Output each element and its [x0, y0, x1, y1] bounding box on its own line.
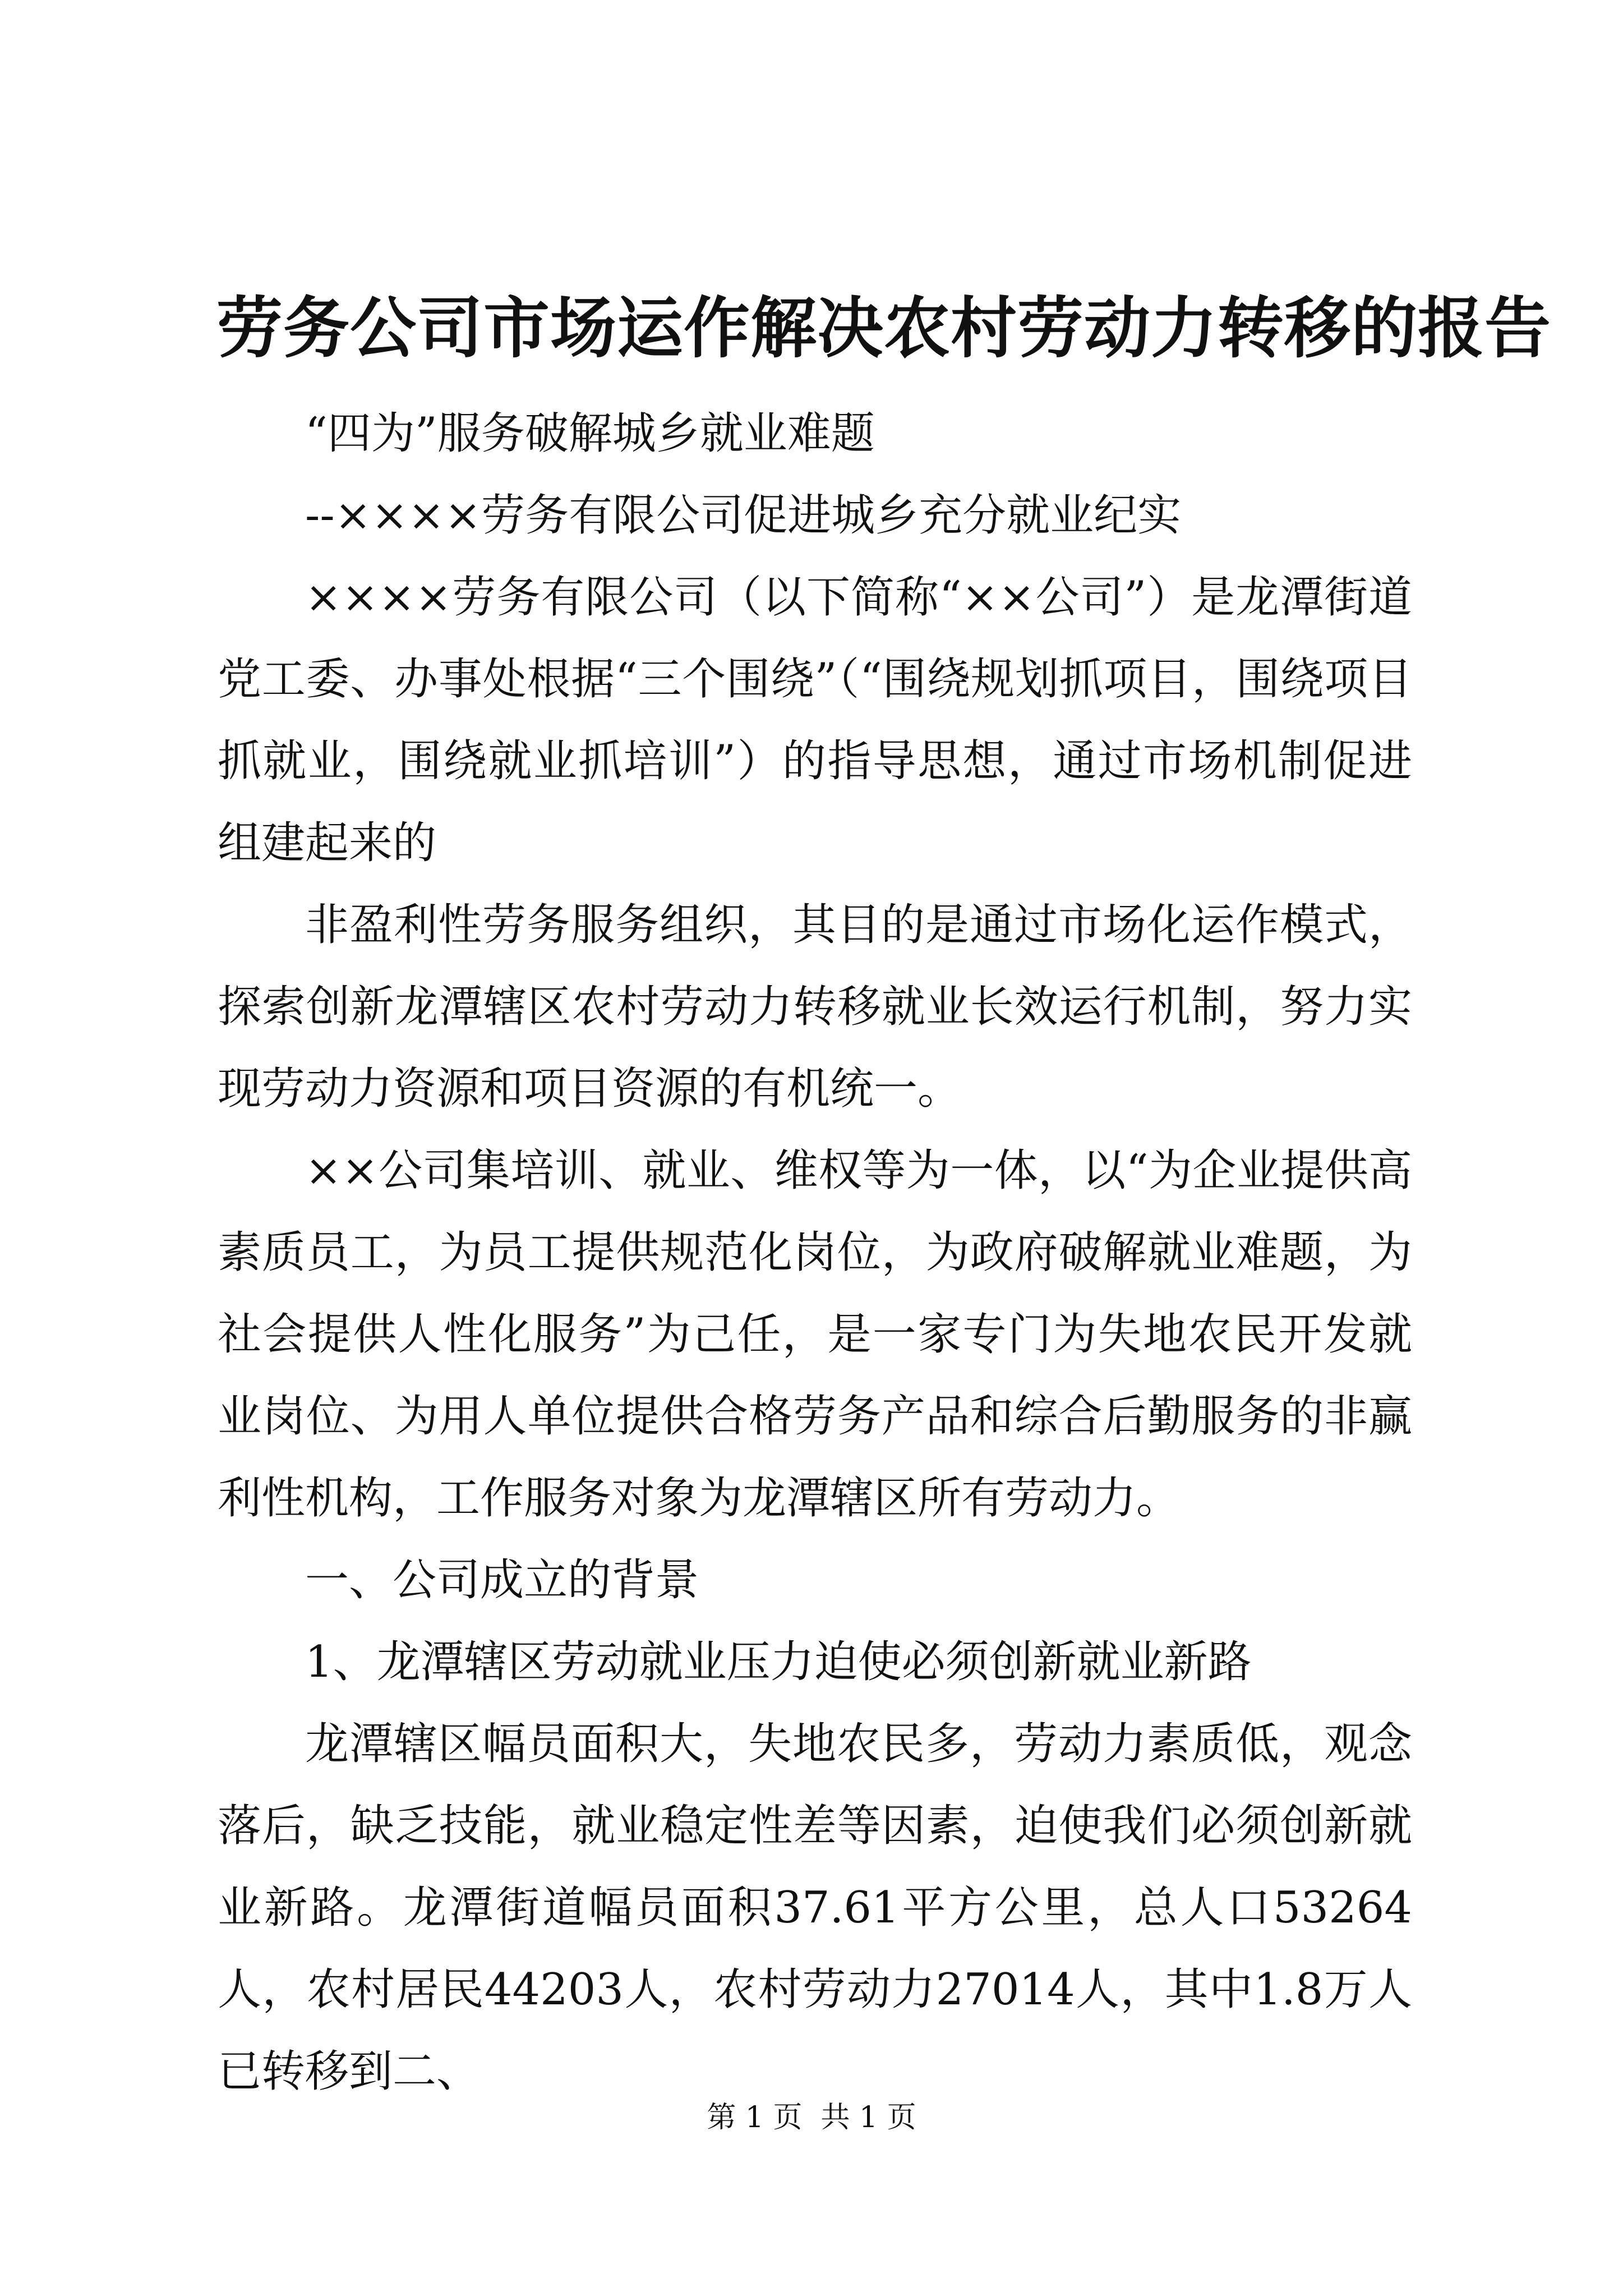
subsection-heading-employment-pressure: 1、龙潭辖区劳动就业压力迫使必须创新就业新路 [305, 1637, 1252, 1687]
paragraph-intro: ××××劳务有限公司（以下简称“××公司”）是龙潭街道党工委、办事处根据“三个围绕”（“围绕规划抓项目，围绕项目抓就业，围绕就业抓培训”）的指导思想，通过市场机制促进组建起来的 [218, 572, 1412, 868]
paragraph-purpose: 非盈利性劳务服务组织，其目的是通过市场化运作模式，探索创新龙潭辖区农村劳动力转移就业长效运行机制，努力实现劳动力资源和项目资源的有机统一。 [218, 900, 1412, 1114]
section-heading-background: 一、公司成立的背景 [305, 1555, 699, 1605]
paragraph-byline: --××××劳务有限公司促进城乡充分就业纪实 [305, 490, 1182, 541]
page-number-footer: 第 1 页 共 1 页 [707, 2101, 916, 2134]
document-body [218, 393, 1412, 2113]
document-title: 劳务公司市场运作解决农村劳动力转移的报告 [216, 289, 1552, 367]
paragraph-company-description: ××公司集培训、就业、维权等为一体，以“为企业提供高素质员工，为员工提供规范化岗位，为政府破解就业难题，为社会提供人性化服务”为己任，是一家专门为失地农民开发就业岗位、为用人单位提供合格劳务产品和综合后勤服务的非赢利性机构，工作服务对象为龙潭辖区所有劳动力。 [218, 1145, 1412, 1524]
paragraph-subtitle: “四为”服务破解城乡就业难题 [305, 408, 875, 459]
paragraph-employment-pressure: 龙潭辖区幅员面积大，失地农民多，劳动力素质低，观念落后，缺乏技能，就业稳定性差等因素，迫使我们必须创新就业新路。龙潭街道幅员面积37.61平方公里，总人口53264人，农村居民44203人，农村劳动力27014人，其中1.8万人已转移到二、 [218, 1719, 1412, 2097]
